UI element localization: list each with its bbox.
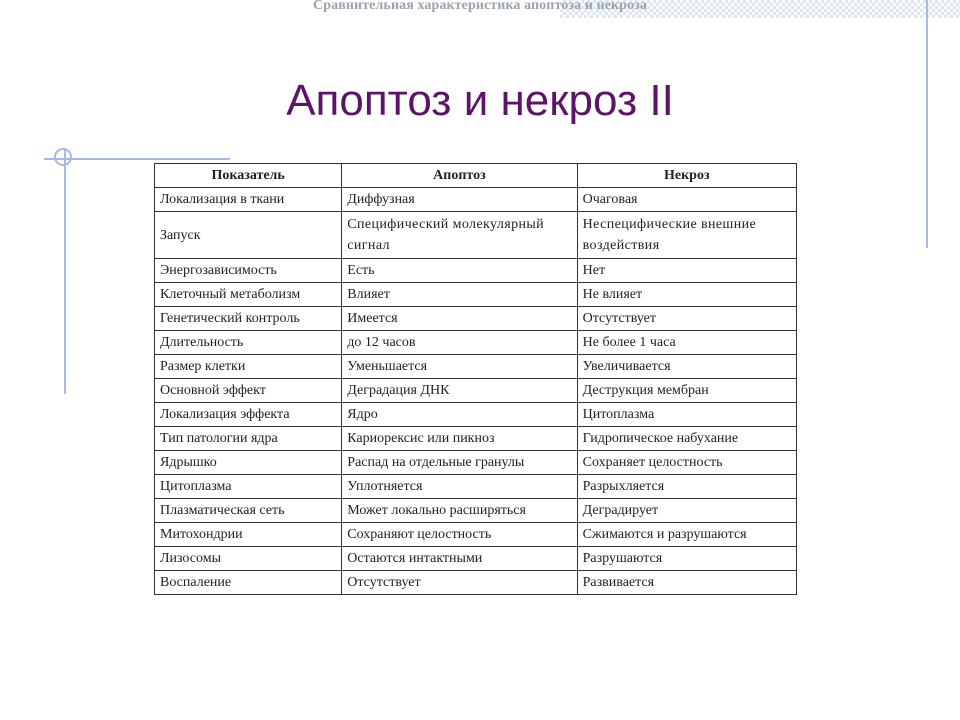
table-cell: Разрушаются	[577, 547, 796, 571]
decorative-line-vertical	[64, 148, 66, 394]
table-cell: Лизосомы	[155, 547, 342, 571]
table-row	[155, 379, 797, 403]
table-cell: Локализация в ткани	[155, 188, 342, 212]
table-cell: Есть	[342, 259, 577, 283]
column-header: Показатель	[155, 164, 342, 188]
comparison-table	[154, 163, 797, 595]
table-cell: до 12 часов	[342, 331, 577, 355]
table-cell: Гидропическое набухание	[577, 427, 796, 451]
table-row	[155, 331, 797, 355]
table-cell: Уплотняется	[342, 475, 577, 499]
table-row	[155, 547, 797, 571]
table-row	[155, 427, 797, 451]
table-cell: Нет	[577, 259, 796, 283]
table-row	[155, 499, 797, 523]
table-row	[155, 475, 797, 499]
header-subtitle: Сравнительная характеристика апоптоза и некроза	[313, 0, 647, 13]
table-row	[155, 355, 797, 379]
table-cell: Отсутствует	[342, 571, 577, 595]
column-header: Апоптоз	[342, 164, 577, 188]
table-cell: Влияет	[342, 283, 577, 307]
table-row	[155, 188, 797, 212]
table-cell: Неспецифические внешние воздействия	[577, 212, 796, 259]
table-cell: Кариорексис или пикноз	[342, 427, 577, 451]
table-cell: Цитоплазма	[577, 403, 796, 427]
table-cell: Генетический контроль	[155, 307, 342, 331]
table-cell: Деструкция мембран	[577, 379, 796, 403]
table-header-row	[155, 164, 797, 188]
table-cell: Длительность	[155, 331, 342, 355]
table-cell: Тип патологии ядра	[155, 427, 342, 451]
table-row	[155, 571, 797, 595]
page-title: Апоптоз и некроз II	[286, 76, 674, 125]
table-cell: Имеется	[342, 307, 577, 331]
table-row	[155, 403, 797, 427]
table-row	[155, 283, 797, 307]
table-cell: Не влияет	[577, 283, 796, 307]
table-row	[155, 451, 797, 475]
table-cell: Отсутствует	[577, 307, 796, 331]
table-cell: Деградирует	[577, 499, 796, 523]
table-cell: Ядро	[342, 403, 577, 427]
table-cell: Не более 1 часа	[577, 331, 796, 355]
table-cell: Воспаление	[155, 571, 342, 595]
table-cell: Очаговая	[577, 188, 796, 212]
table-row	[155, 259, 797, 283]
column-header: Некроз	[577, 164, 796, 188]
decorative-circle	[54, 148, 72, 166]
table-cell: Сохраняет целостность	[577, 451, 796, 475]
table-cell: Увеличивается	[577, 355, 796, 379]
table-row	[155, 307, 797, 331]
table-cell: Остаются интактными	[342, 547, 577, 571]
table-cell: Размер клетки	[155, 355, 342, 379]
table-cell: Разрыхляется	[577, 475, 796, 499]
table-cell: Клеточный метаболизм	[155, 283, 342, 307]
table-cell: Цитоплазма	[155, 475, 342, 499]
table-cell: Сохраняют целостность	[342, 523, 577, 547]
table-cell: Плазматическая сеть	[155, 499, 342, 523]
table-cell: Деградация ДНК	[342, 379, 577, 403]
table-cell: Энергозависимость	[155, 259, 342, 283]
table-cell: Митохондрии	[155, 523, 342, 547]
table-cell: Развивается	[577, 571, 796, 595]
table-row	[155, 523, 797, 547]
table-cell: Сжимаются и разрушаются	[577, 523, 796, 547]
table-cell: Специфический молекулярный сигнал	[342, 212, 577, 259]
table-cell: Распад на отдельные гранулы	[342, 451, 577, 475]
table-cell: Основной эффект	[155, 379, 342, 403]
table-cell: Может локально расширяться	[342, 499, 577, 523]
table-cell: Диффузная	[342, 188, 577, 212]
table-cell: Запуск	[155, 212, 342, 259]
table-cell: Локализация эффекта	[155, 403, 342, 427]
table-row	[155, 212, 797, 259]
table-cell: Ядрышко	[155, 451, 342, 475]
table-cell: Уменьшается	[342, 355, 577, 379]
